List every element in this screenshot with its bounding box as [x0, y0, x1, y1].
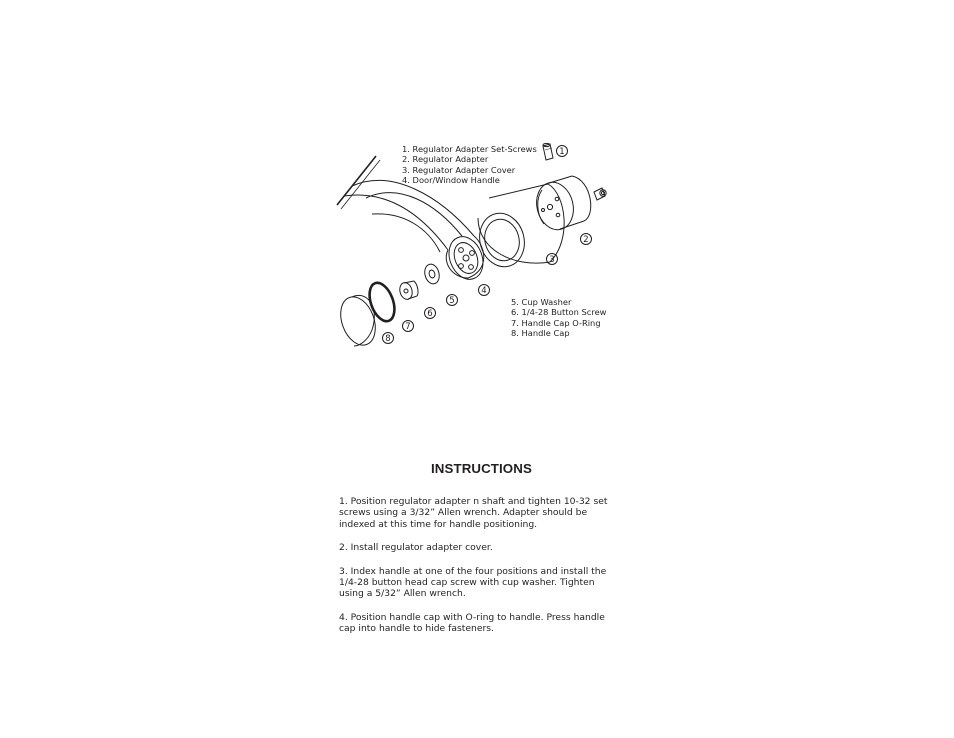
- regulator-adapter-set-screws: [543, 143, 553, 160]
- part-3-label: 3. Regulator Adapter Cover: [402, 164, 516, 175]
- instructions-heading: INSTRUCTIONS: [431, 461, 532, 476]
- part-5-label: 5. Cup Washer: [511, 297, 572, 307]
- part-1-label: 1. Regulator Adapter Set-Screws: [402, 144, 537, 154]
- callout-7: 7: [405, 322, 411, 332]
- instruction-step-2: 2. Install regulator adapter cover.: [339, 542, 493, 554]
- door-window-handle: [344, 180, 489, 284]
- parts-list-lower: [511, 297, 606, 339]
- callout-8: 8: [385, 334, 391, 344]
- callout-2: 2: [583, 235, 589, 245]
- callout-6: 6: [427, 309, 433, 319]
- part-2-label: 2. Regulator Adapter: [402, 154, 489, 165]
- instruction-step-1: 1. Position regulator adapter n shaft and tighten 10-32 set screws using a 3/32” Allen wrench. Adapter should be indexed at this time for handle positioning.: [339, 496, 608, 530]
- part-8-label: 8. Handle Cap: [511, 328, 570, 339]
- instruction-step-4: 4. Position handle cap with O-ring to handle. Press handle cap into handle to hide fasteners.: [339, 611, 605, 635]
- part-6-label: 6. 1/4-28 Button Screw: [511, 307, 607, 318]
- callout-3: 3: [549, 255, 555, 265]
- instruction-step-3: 3. Index handle at one of the four positions and install the 1/4-28 button head cap screw with cup washer. Tighten using a 5/32” Allen wrench.: [339, 565, 607, 600]
- adapter-set-screw: [594, 188, 606, 200]
- callout-5: 5: [449, 296, 455, 306]
- part-7-label: 7. Handle Cap O-Ring: [511, 317, 601, 328]
- button-screw: [398, 281, 418, 301]
- cup-washer: [423, 263, 442, 286]
- door-surface: [337, 156, 380, 209]
- part-4-label: 4. Door/Window Handle: [402, 175, 500, 186]
- callout-4: 4: [481, 286, 487, 296]
- handle-cap: [334, 292, 381, 350]
- parts-list-upper: [402, 144, 537, 186]
- instructions-section: [339, 461, 614, 647]
- callout-1: 1: [559, 147, 565, 157]
